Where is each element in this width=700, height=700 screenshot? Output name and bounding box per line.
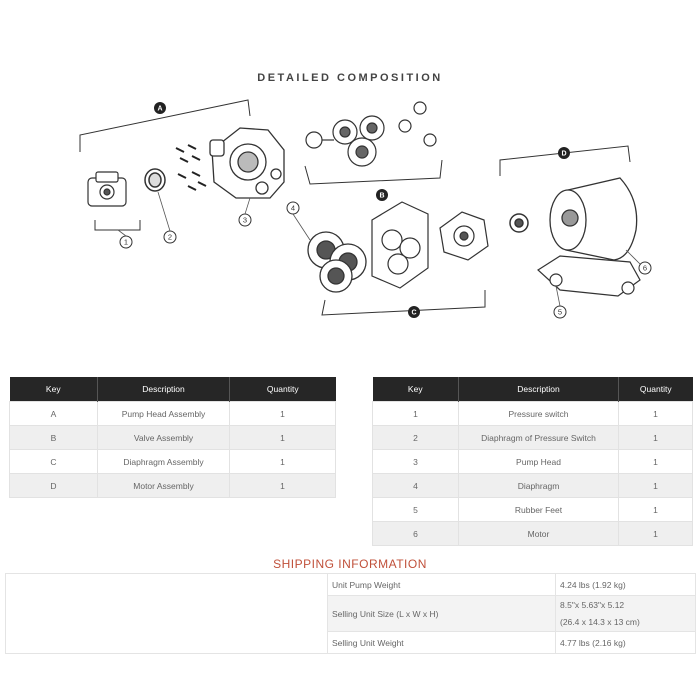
cell-key: 6 [373,522,459,546]
cell-description: Motor Assembly [98,474,230,498]
cell-key: B [10,426,98,450]
table-row [10,450,336,474]
table-header-row [10,377,336,402]
table-row [373,450,693,474]
bracket-c [322,290,485,315]
header-quantity: Quantity [230,377,336,402]
table-row [10,402,336,426]
marker-a: A [157,105,163,113]
cam-plate-drawing [440,212,488,260]
marker-c: C [411,309,417,317]
table-row [10,426,336,450]
bracket-b [305,160,442,184]
cell-quantity: 1 [619,402,693,426]
shipping-title: SHIPPING INFORMATION [273,557,427,571]
cell-description: Pump Head [459,450,619,474]
cell-key: 5 [373,498,459,522]
cell-description: Diaphragm Assembly [98,450,230,474]
marker-1: 1 [123,237,129,247]
shipping-value-line: (26.4 x 14.3 x 13 cm) [560,616,640,627]
cell-description: Valve Assembly [98,426,230,450]
shipping-label: Selling Unit Weight [328,632,556,654]
screws-drawing [176,145,206,190]
switch-diaphragm-drawing [145,169,165,191]
pump-head-drawing [210,128,284,198]
parts-table [372,377,693,546]
header-key: Key [373,377,459,402]
table-row [373,402,693,426]
cell-key: A [10,402,98,426]
marker-6: 6 [642,263,648,273]
header-description: Description [98,377,230,402]
table-row [6,574,696,596]
assembly-table [9,377,336,498]
header-key: Key [10,377,98,402]
marker-5: 5 [557,307,563,317]
cell-key: 3 [373,450,459,474]
table-row [373,426,693,450]
cell-quantity: 1 [230,474,336,498]
cell-key: C [10,450,98,474]
marker-4: 4 [290,203,296,213]
bearing-drawing [510,214,528,232]
cell-key: 4 [373,474,459,498]
marker-b: B [379,192,385,200]
table-row [373,474,693,498]
diaphragm-drawing [308,232,366,292]
table-row [10,474,336,498]
cell-quantity: 1 [619,522,693,546]
cell-quantity: 1 [230,426,336,450]
cell-quantity: 1 [230,402,336,426]
table-header-row [373,377,693,402]
shipping-value: 4.77 lbs (2.16 kg) [556,632,696,654]
cell-quantity: 1 [619,450,693,474]
cell-description: Pump Head Assembly [98,402,230,426]
marker-2: 2 [167,232,173,242]
shipping-label: Unit Pump Weight [328,574,556,596]
header-description: Description [459,377,619,402]
diaphragm-housing-drawing [372,202,428,288]
table-row [373,498,693,522]
cell-quantity: 1 [619,498,693,522]
cell-key: 1 [373,402,459,426]
exploded-view-diagram [0,90,700,355]
shipping-label: Selling Unit Size (L x W x H) [328,596,556,632]
cell-description: Pressure switch [459,402,619,426]
valve-assembly-drawing [306,102,436,166]
cell-description: Rubber Feet [459,498,619,522]
cell-quantity: 1 [230,450,336,474]
cell-quantity: 1 [619,474,693,498]
cell-description: Diaphragm [459,474,619,498]
shipping-table [5,573,696,654]
table-row [373,522,693,546]
marker-d: D [561,150,567,158]
shipping-blank-cell [6,574,328,654]
marker-3: 3 [242,215,248,225]
motor-drawing [550,178,637,260]
cell-description: Diaphragm of Pressure Switch [459,426,619,450]
section-title: DETAILED COMPOSITION [257,72,443,84]
cell-key: D [10,474,98,498]
shipping-value-line: 8.5"x 5.63"x 5.12 [560,599,625,610]
cell-quantity: 1 [619,426,693,450]
rubber-feet-drawing [538,256,640,296]
header-quantity: Quantity [619,377,693,402]
shipping-value [556,596,696,632]
cell-key: 2 [373,426,459,450]
shipping-value: 4.24 lbs (1.92 kg) [556,574,696,596]
pressure-switch-drawing [88,172,126,206]
cell-description: Motor [459,522,619,546]
